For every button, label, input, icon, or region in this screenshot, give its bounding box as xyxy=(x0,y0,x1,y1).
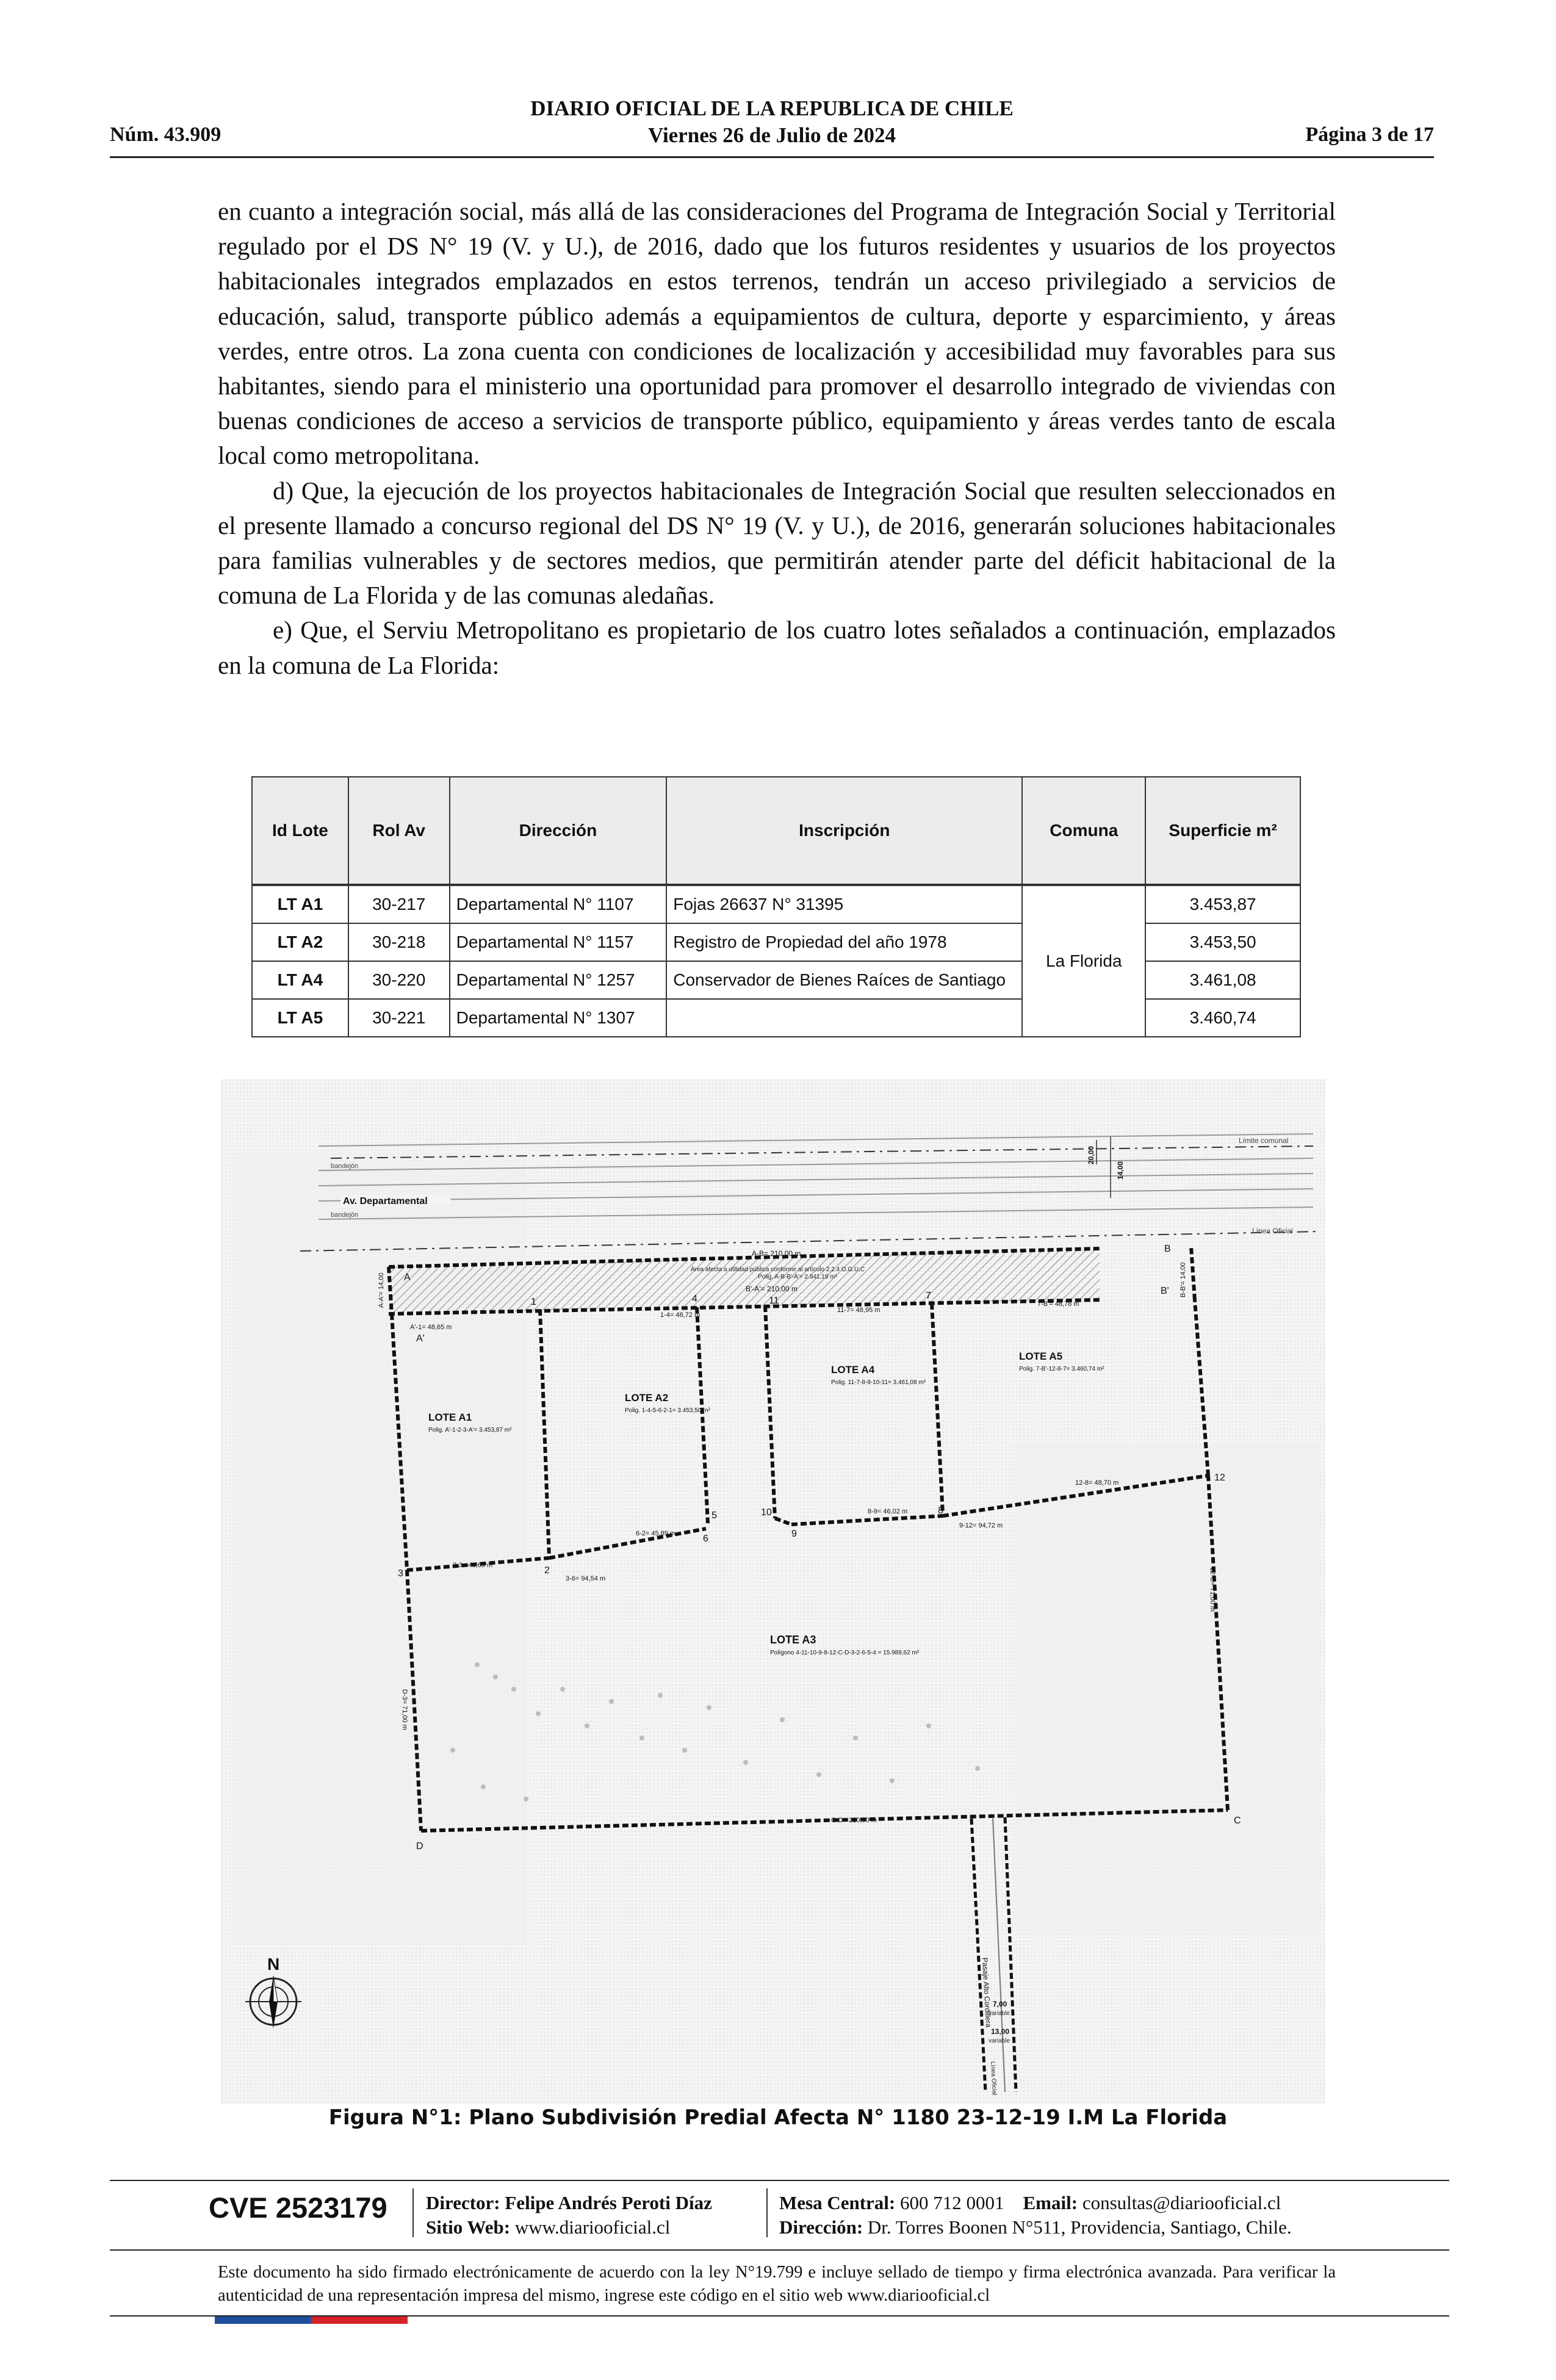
dim-8-9: 8-9= 46,02 m xyxy=(868,1508,908,1515)
masthead xyxy=(110,95,1434,149)
label-bandejon-top: bandejón xyxy=(331,1163,359,1170)
cell-rol: 30-218 xyxy=(348,923,450,961)
point-b: B xyxy=(1164,1244,1171,1254)
web-label: Sitio Web: xyxy=(426,2216,511,2238)
flag-bar-blue xyxy=(215,2317,311,2324)
label-lote-a2-pol: Polig. 1-4-5-6-2-1= 3.453,50 m² xyxy=(625,1407,710,1414)
footer-mid-rule xyxy=(110,2249,1449,2251)
dim-9-12: 9-12= 94,72 m xyxy=(959,1522,1003,1529)
dim-13: 13,00 xyxy=(991,2027,1010,2036)
issue-date: Viernes 26 de Julio de 2024 xyxy=(647,123,896,147)
cell-id: LT A1 xyxy=(252,885,348,923)
cell-direccion: Departamental N° 1257 xyxy=(450,961,667,999)
dim-7-bp: 7-B'= 48,78 m xyxy=(1037,1300,1079,1308)
mesa-phone: 600 712 0001 xyxy=(900,2192,1004,2213)
dim-14v: 14,00 xyxy=(1116,1161,1125,1180)
point-7: 7 xyxy=(926,1291,931,1301)
issue-number: Núm. 43.909 xyxy=(110,123,222,146)
director-label: Director: xyxy=(426,2192,500,2213)
label-bandejon-bottom: bandejón xyxy=(331,1211,359,1219)
dim-3-6: 3-6= 94,54 m xyxy=(566,1575,606,1582)
label-area-afecta: Área afecta a utilidad pública conforme al artículo 2.2.4 O.G.U.C xyxy=(691,1266,865,1273)
point-c: C xyxy=(1234,1816,1241,1826)
cell-inscripcion: Fojas 26637 N° 31395 xyxy=(666,885,1022,923)
footer-director-block xyxy=(426,2191,712,2240)
point-6: 6 xyxy=(703,1534,708,1544)
dim-2-3: 2-3= 48,65 m xyxy=(453,1562,493,1569)
label-linea-oficial-b: Línea Oficial xyxy=(989,2061,998,2096)
dim-bp-b: B-B'= 14,00 xyxy=(1180,1262,1187,1297)
lots-table xyxy=(251,776,1301,1037)
point-d: D xyxy=(416,1841,423,1852)
point-a: A xyxy=(404,1272,411,1283)
cell-rol: 30-217 xyxy=(348,885,450,923)
north-label: N xyxy=(267,1955,280,1974)
footer-separator xyxy=(766,2188,768,2237)
cve-code: CVE 2523179 xyxy=(209,2191,387,2224)
label-limite-comunal: Límite comunal xyxy=(1239,1136,1289,1145)
col-header-direccion: Dirección xyxy=(450,777,667,885)
table-header-row xyxy=(252,777,1300,885)
point-12: 12 xyxy=(1214,1473,1225,1483)
cell-direccion: Departamental N° 1107 xyxy=(450,885,667,923)
cell-superficie: 3.461,08 xyxy=(1145,961,1300,999)
dim-d-3: D-3= 71,00 m xyxy=(401,1689,408,1730)
page-header xyxy=(110,93,1434,158)
label-lote-a1-pol: Polig. A'-1-2-3-A'= 3.453,87 m² xyxy=(428,1427,512,1433)
label-poligono-afecta: Polig. A-B-B'-A'= 2.941,19 m² xyxy=(758,1274,837,1280)
subdivision-plan xyxy=(221,1079,1325,2104)
label-pasaje: Pasaje Alto Cordillera xyxy=(981,1957,993,2028)
point-4: 4 xyxy=(692,1294,697,1304)
dim-a-ap: A-A'= 14,00 xyxy=(378,1272,385,1308)
label-variable-7: variable xyxy=(989,2010,1010,2017)
cell-comuna: La Florida xyxy=(1022,885,1145,1037)
web-link[interactable]: www.diariooficial.cl xyxy=(514,2216,671,2238)
body-text xyxy=(218,194,1336,683)
dim-11-7: 11-7= 48,95 m xyxy=(837,1307,881,1314)
col-header-comuna: Comuna xyxy=(1022,777,1145,885)
point-8: 8 xyxy=(938,1506,943,1516)
point-9: 9 xyxy=(791,1529,797,1539)
address: Dr. Torres Boonen N°511, Providencia, Santiago, Chile. xyxy=(867,2216,1292,2238)
legal-notice: Este documento ha sido firmado electrónicamente de acuerdo con la ley N°19.799 e incluye sellado de tiempo y firma electrónica avanzada. Para verificar la autenticidad de una representación impresa del mismo, ingrese este código en el sitio web www.diariooficial.cl xyxy=(218,2263,1336,2305)
email-label: Email: xyxy=(1023,2192,1078,2213)
cell-rol: 30-220 xyxy=(348,961,450,999)
cell-inscripcion: Registro de Propiedad del año 1978 xyxy=(666,923,1022,961)
dim-bp-ap: B'-A'= 210,00 m xyxy=(746,1285,798,1293)
point-bp: B' xyxy=(1161,1286,1169,1296)
col-header-superficie: Superficie m² xyxy=(1145,777,1300,885)
point-5: 5 xyxy=(711,1510,717,1521)
dim-1-4: 1-4= 48,72 m xyxy=(660,1311,701,1319)
cell-superficie: 3.453,87 xyxy=(1145,885,1300,923)
label-lote-a4: LOTE A4 xyxy=(831,1364,875,1376)
dim-12-c: 12-C= 71,00 m xyxy=(1209,1567,1216,1612)
col-header-id: Id Lote xyxy=(252,777,348,885)
point-10: 10 xyxy=(761,1507,772,1518)
figure-caption: Figura N°1: Plano Subdivisión Predial Afecta N° 1180 23-12-19 I.M La Florida xyxy=(328,2105,1228,2130)
cell-superficie: 3.453,50 xyxy=(1145,923,1300,961)
cell-id: LT A4 xyxy=(252,961,348,999)
label-lote-a3: LOTE A3 xyxy=(770,1634,816,1646)
label-street: Av. Departamental xyxy=(343,1196,428,1206)
cell-direccion: Departamental N° 1157 xyxy=(450,923,667,961)
paragraph-c-cont: en cuanto a integración social, más allá de las consideraciones del Programa de Integración Social y Territorial regulado por el DS N° 19 (V. y U.), de 2016, dado que los futuros residentes y usuarios de los proyectos habitacionales integrados emplazados en estos terrenos, tendrán un acceso privilegiado a servicios de educación, salud, transporte público además a equipamientos de cultura, deporte y esparcimiento, y áreas verdes, entre otros. La zona cuenta con condiciones de localización y accesibilidad muy favorables para sus habitantes, siendo para el ministerio una oportunidad para promover el desarrollo integrado de viviendas con buenas condiciones de acceso a servicios de transporte público, equipamiento y áreas verdes tanto de escala local como metropolitana. xyxy=(218,197,1336,470)
label-lote-a5: LOTE A5 xyxy=(1019,1350,1063,1362)
flag-bar-red xyxy=(311,2317,408,2324)
cell-inscripcion: Conservador de Bienes Raíces de Santiago xyxy=(666,961,1022,999)
cell-superficie: 3.460,74 xyxy=(1145,999,1300,1037)
cell-id: LT A2 xyxy=(252,923,348,961)
dim-c-d: C-D= 210,00 m xyxy=(831,1817,877,1824)
label-lote-a4-pol: Polig. 11-7-8-9-10-11= 3.461,08 m² xyxy=(831,1379,926,1386)
point-11: 11 xyxy=(769,1296,779,1306)
table-row xyxy=(252,885,1300,923)
dim-a-b: A-B= 210,00 m xyxy=(752,1249,801,1258)
point-ap: A' xyxy=(416,1333,425,1344)
dim-12-8: 12-8= 48,70 m xyxy=(1075,1479,1119,1487)
label-lote-a2: LOTE A2 xyxy=(625,1392,669,1404)
label-variable-13: variable xyxy=(989,2038,1010,2044)
col-header-inscripcion: Inscripción xyxy=(666,777,1022,885)
label-linea-oficial: Línea Oficial xyxy=(1252,1227,1293,1235)
dim-20: 20,00 xyxy=(1087,1145,1095,1164)
point-3: 3 xyxy=(398,1568,403,1579)
dim-6-2: 6-2= 45,89 m xyxy=(636,1530,676,1537)
cell-inscripcion xyxy=(666,999,1022,1037)
page-number: Página 3 de 17 xyxy=(1305,123,1434,146)
label-lote-a3-pol: Polígono 4-11-10-9-8-12-C-D-3-2-6-5-4 = 15.989,62 m² xyxy=(770,1650,920,1656)
label-lote-a1: LOTE A1 xyxy=(428,1412,472,1423)
point-1: 1 xyxy=(531,1297,536,1307)
mesa-label: Mesa Central: xyxy=(779,2192,896,2213)
cell-id: LT A5 xyxy=(252,999,348,1037)
point-2: 2 xyxy=(544,1565,550,1576)
paragraph-d: d) Que, la ejecución de los proyectos habitacionales de Integración Social que resulten seleccionados en el presente llamado a concurso regional del DS N° 19 (V. y U.), de 2016, generarán soluciones habitacionales para familias vulnerables y de sectores medios, que permitirán atender parte del déficit habitacional de la comuna de La Florida y de las comunas aledañas. xyxy=(218,476,1336,610)
cell-rol: 30-221 xyxy=(348,999,450,1037)
dim-7: 7,00 xyxy=(993,2000,1007,2008)
footer-separator xyxy=(412,2188,414,2237)
paragraph-e: e) Que, el Serviu Metropolitano es propietario de los cuatro lotes señalados a continuación, emplazados en la comuna de La Florida: xyxy=(218,616,1336,679)
dim-ap-1: A'-1= 48,65 m xyxy=(410,1324,452,1331)
email-link[interactable]: consultas@diariooficial.cl xyxy=(1082,2192,1281,2213)
cell-direccion: Departamental N° 1307 xyxy=(450,999,667,1037)
label-lote-a5-pol: Polig. 7-B'-12-8-7= 3.460,74 m² xyxy=(1019,1366,1104,1372)
footer-top-rule xyxy=(110,2180,1449,2181)
newspaper-title: DIARIO OFICIAL DE LA REPUBLICA DE CHILE xyxy=(530,96,1014,120)
director-name: Felipe Andrés Peroti Díaz xyxy=(505,2192,712,2213)
address-label: Dirección: xyxy=(779,2216,863,2238)
footer-contact-block xyxy=(779,2191,1292,2240)
col-header-rol: Rol Av xyxy=(348,777,450,885)
